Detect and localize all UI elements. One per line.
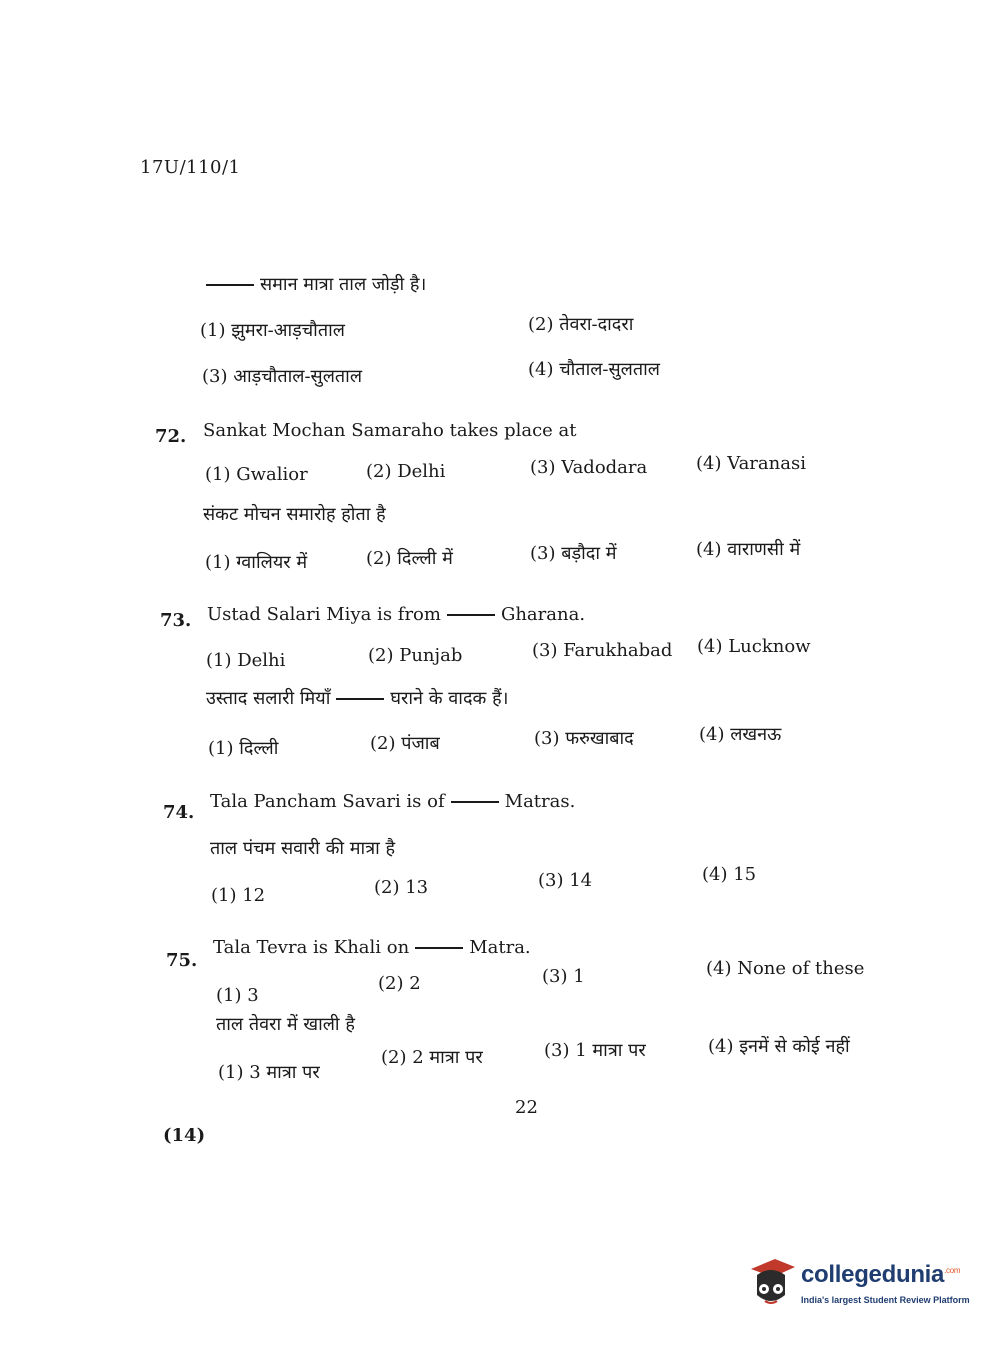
q71-option-4: (4) चौताल-सुलताल	[528, 359, 661, 380]
q74-option-3: (3) 14	[538, 870, 593, 891]
q73-number: 73.	[160, 610, 192, 631]
q73-hindi-question: उस्ताद सलारी मियाँ घराने के वादक हैं।	[206, 688, 509, 709]
q73-hi-option-4: (4) लखनऊ	[699, 724, 782, 745]
q75-en-option-1: (1) 3	[216, 985, 259, 1006]
blank-line	[447, 614, 495, 616]
blank-line	[336, 698, 384, 700]
collegedunia-watermark[interactable]	[745, 1255, 970, 1315]
q75-en-option-4: (4) None of these	[706, 958, 865, 979]
q72-hi-option-2: (2) दिल्ली में	[366, 548, 453, 569]
q74-option-1: (1) 12	[211, 885, 266, 906]
sheet-number: (14)	[163, 1125, 206, 1146]
blank-line	[451, 801, 499, 803]
paper-code: 17U/110/1	[140, 157, 241, 178]
q71-option-2: (2) तेवरा-दादरा	[528, 314, 634, 335]
brand-name: collegedunia$^{.com}$	[801, 1261, 961, 1288]
q72-en-option-4: (4) Varanasi	[696, 453, 806, 474]
q72-number: 72.	[155, 426, 187, 447]
q75-en-option-2: (2) 2	[378, 973, 421, 994]
q72-hi-option-3: (3) बड़ौदा में	[530, 543, 617, 564]
q73-en-option-4: (4) Lucknow	[697, 636, 811, 657]
student-mascot-icon	[745, 1255, 797, 1315]
q74-option-2: (2) 13	[374, 877, 429, 898]
q72-en-option-3: (3) Vadodara	[530, 457, 648, 478]
q72-hindi-question: संकट मोचन समारोह होता है	[203, 504, 386, 525]
page-number: 22	[515, 1097, 538, 1118]
q71-option-3: (3) आड़चौताल-सुलताल	[202, 366, 363, 387]
q71-hindi-question: समान मात्रा ताल जोड़ी है।	[200, 272, 426, 296]
q72-english-question: Sankat Mochan Samaraho takes place at	[203, 420, 577, 441]
blank-line	[206, 284, 254, 286]
q72-hi-option-4: (4) वाराणसी में	[696, 539, 801, 560]
q75-english-question: Tala Tevra is Khali on Matra.	[213, 937, 531, 958]
brand-tagline: India's largest Student Review Platform	[801, 1295, 970, 1305]
q73-en-option-1: (1) Delhi	[206, 650, 286, 671]
q74-english-question: Tala Pancham Savari is of Matras.	[210, 791, 576, 812]
q73-hi-option-2: (2) पंजाब	[370, 733, 440, 754]
q73-hi-option-1: (1) दिल्ली	[208, 738, 279, 759]
q72-en-option-2: (2) Delhi	[366, 461, 446, 482]
q74-number: 74.	[163, 802, 195, 823]
q75-en-option-3: (3) 1	[542, 966, 585, 987]
q75-hi-option-3: (3) 1 मात्रा पर	[544, 1040, 646, 1061]
q72-hi-option-1: (1) ग्वालियर में	[205, 552, 308, 573]
q73-hi-option-3: (3) फरुखाबाद	[534, 728, 634, 749]
q73-en-option-2: (2) Punjab	[368, 645, 463, 666]
q73-en-option-3: (3) Farukhabad	[532, 640, 673, 661]
q75-number: 75.	[166, 950, 198, 971]
q72-en-option-1: (1) Gwalior	[205, 464, 308, 485]
q73-english-question: Ustad Salari Miya is from Gharana.	[207, 604, 586, 625]
q75-hi-option-2: (2) 2 मात्रा पर	[381, 1047, 483, 1068]
q75-hi-option-4: (4) इनमें से कोई नहीं	[708, 1036, 850, 1057]
q74-option-4: (4) 15	[702, 864, 757, 885]
q75-hi-option-1: (1) 3 मात्रा पर	[218, 1062, 320, 1083]
q75-hindi-question: ताल तेवरा में खाली है	[216, 1014, 355, 1035]
q74-hindi-question: ताल पंचम सवारी की मात्रा है	[210, 838, 396, 859]
blank-line	[415, 947, 463, 949]
q71-option-1: (1) झुमरा-आड़चौताल	[200, 320, 345, 341]
